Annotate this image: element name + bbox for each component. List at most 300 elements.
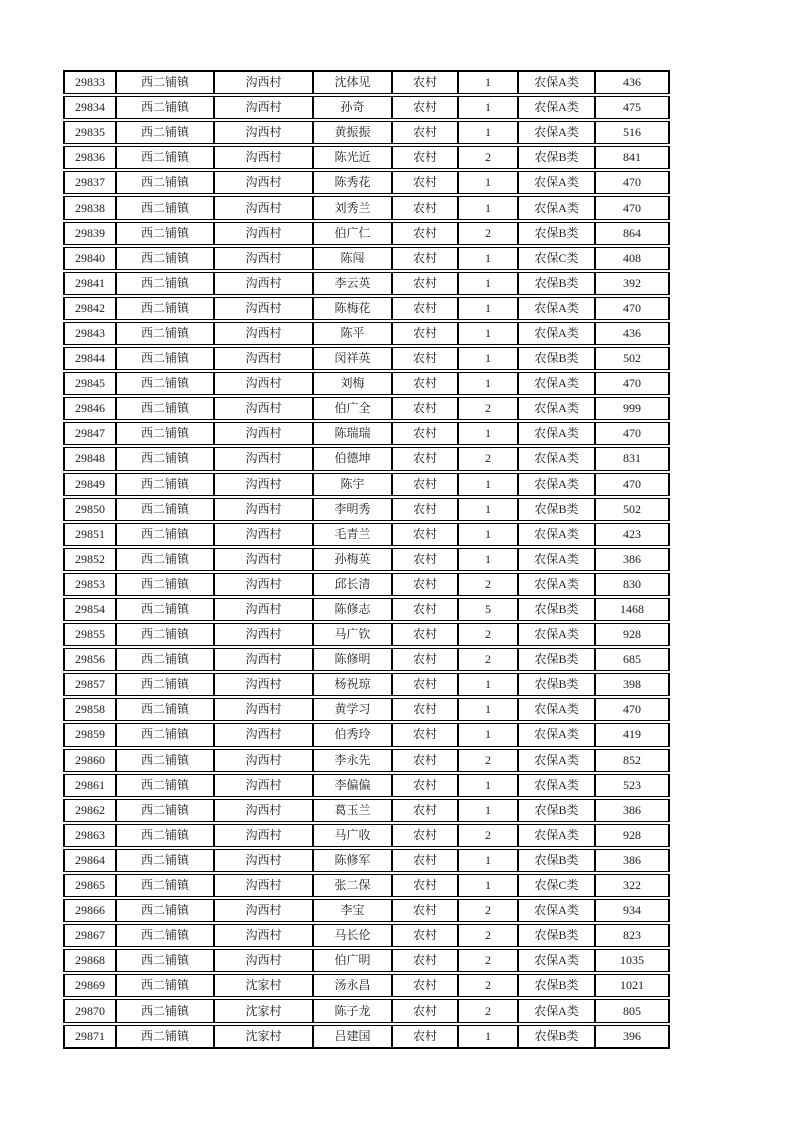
- cell-amount: 470: [595, 170, 669, 195]
- cell-record-id: 29863: [64, 823, 116, 848]
- cell-village: 沈家村: [214, 998, 313, 1023]
- cell-insurance-category: 农保A类: [518, 998, 595, 1023]
- table-row: [64, 446, 669, 471]
- cell-village: 沟西村: [214, 246, 313, 271]
- cell-town: 西二铺镇: [116, 396, 214, 421]
- cell-record-id: 29858: [64, 697, 116, 722]
- table-body: [64, 71, 669, 1048]
- table-row: [64, 547, 669, 572]
- cell-record-id: 29852: [64, 547, 116, 572]
- cell-residence-type: 农村: [392, 923, 458, 948]
- cell-town: 西二铺镇: [116, 271, 214, 296]
- cell-record-id: 29861: [64, 773, 116, 798]
- cell-residence-type: 农村: [392, 145, 458, 170]
- cell-amount: 502: [595, 497, 669, 522]
- table-row: [64, 647, 669, 672]
- cell-village: 沈家村: [214, 973, 313, 998]
- cell-town: 西二铺镇: [116, 948, 214, 973]
- cell-village: 沟西村: [214, 396, 313, 421]
- cell-person-name: 伯广全: [313, 396, 392, 421]
- cell-town: 西二铺镇: [116, 672, 214, 697]
- cell-residence-type: 农村: [392, 1024, 458, 1048]
- cell-record-id: 29871: [64, 1024, 116, 1048]
- cell-village: 沟西村: [214, 597, 313, 622]
- table-row: [64, 71, 669, 95]
- cell-person-name: 李偏偏: [313, 773, 392, 798]
- cell-person-name: 马广钦: [313, 622, 392, 647]
- cell-record-id: 29868: [64, 948, 116, 973]
- cell-insurance-category: 农保A类: [518, 522, 595, 547]
- cell-record-id: 29859: [64, 722, 116, 747]
- cell-insurance-category: 农保A类: [518, 421, 595, 446]
- cell-amount: 928: [595, 622, 669, 647]
- cell-record-id: 29856: [64, 647, 116, 672]
- table-row: [64, 221, 669, 246]
- cell-person-count: 1: [458, 321, 518, 346]
- cell-record-id: 29857: [64, 672, 116, 697]
- table-row: [64, 271, 669, 296]
- cell-person-name: 李永先: [313, 748, 392, 773]
- cell-insurance-category: 农保A类: [518, 948, 595, 973]
- cell-residence-type: 农村: [392, 396, 458, 421]
- cell-village: 沟西村: [214, 221, 313, 246]
- cell-insurance-category: 农保A类: [518, 321, 595, 346]
- cell-person-count: 1: [458, 95, 518, 120]
- cell-person-name: 闵祥英: [313, 346, 392, 371]
- cell-insurance-category: 农保A类: [518, 71, 595, 95]
- cell-residence-type: 农村: [392, 697, 458, 722]
- cell-town: 西二铺镇: [116, 1024, 214, 1048]
- table-row: [64, 145, 669, 170]
- cell-person-name: 伯德坤: [313, 446, 392, 471]
- table-row: [64, 697, 669, 722]
- cell-village: 沟西村: [214, 321, 313, 346]
- cell-person-count: 1: [458, 421, 518, 446]
- cell-residence-type: 农村: [392, 346, 458, 371]
- cell-residence-type: 农村: [392, 848, 458, 873]
- cell-amount: 852: [595, 748, 669, 773]
- cell-person-name: 马长伦: [313, 923, 392, 948]
- table-row: [64, 170, 669, 195]
- cell-person-name: 马广收: [313, 823, 392, 848]
- cell-insurance-category: 农保B类: [518, 1024, 595, 1048]
- cell-amount: 999: [595, 396, 669, 421]
- cell-town: 西二铺镇: [116, 898, 214, 923]
- table-row: [64, 195, 669, 220]
- cell-person-name: 陈梅花: [313, 296, 392, 321]
- table-row: [64, 848, 669, 873]
- cell-residence-type: 农村: [392, 271, 458, 296]
- cell-village: 沟西村: [214, 672, 313, 697]
- cell-insurance-category: 农保A类: [518, 748, 595, 773]
- cell-record-id: 29834: [64, 95, 116, 120]
- cell-record-id: 29851: [64, 522, 116, 547]
- cell-town: 西二铺镇: [116, 798, 214, 823]
- table-row: [64, 798, 669, 823]
- cell-person-name: 陈闯: [313, 246, 392, 271]
- cell-town: 西二铺镇: [116, 497, 214, 522]
- cell-insurance-category: 农保B类: [518, 647, 595, 672]
- cell-person-count: 2: [458, 948, 518, 973]
- cell-town: 西二铺镇: [116, 547, 214, 572]
- cell-amount: 830: [595, 572, 669, 597]
- cell-record-id: 29855: [64, 622, 116, 647]
- cell-amount: 419: [595, 722, 669, 747]
- cell-person-name: 刘梅: [313, 371, 392, 396]
- cell-insurance-category: 农保A类: [518, 296, 595, 321]
- cell-residence-type: 农村: [392, 873, 458, 898]
- cell-person-count: 2: [458, 823, 518, 848]
- table-row: [64, 948, 669, 973]
- cell-record-id: 29853: [64, 572, 116, 597]
- cell-person-name: 黄振振: [313, 120, 392, 145]
- cell-amount: 423: [595, 522, 669, 547]
- table-row: [64, 296, 669, 321]
- cell-town: 西二铺镇: [116, 170, 214, 195]
- cell-person-name: 李宝: [313, 898, 392, 923]
- cell-person-name: 沈体见: [313, 71, 392, 95]
- cell-residence-type: 农村: [392, 973, 458, 998]
- cell-village: 沟西村: [214, 798, 313, 823]
- cell-amount: 502: [595, 346, 669, 371]
- cell-village: 沟西村: [214, 446, 313, 471]
- cell-person-count: 1: [458, 195, 518, 220]
- cell-residence-type: 农村: [392, 647, 458, 672]
- cell-village: 沟西村: [214, 823, 313, 848]
- cell-residence-type: 农村: [392, 722, 458, 747]
- table-row: [64, 396, 669, 421]
- cell-village: 沟西村: [214, 195, 313, 220]
- cell-person-count: 5: [458, 597, 518, 622]
- table-row: [64, 597, 669, 622]
- cell-residence-type: 农村: [392, 195, 458, 220]
- cell-insurance-category: 农保B类: [518, 497, 595, 522]
- cell-person-name: 伯广仁: [313, 221, 392, 246]
- cell-person-count: 1: [458, 120, 518, 145]
- cell-person-count: 1: [458, 497, 518, 522]
- cell-person-name: 陈秀花: [313, 170, 392, 195]
- cell-person-count: 1: [458, 71, 518, 95]
- cell-person-count: 1: [458, 798, 518, 823]
- cell-residence-type: 农村: [392, 773, 458, 798]
- cell-person-count: 1: [458, 773, 518, 798]
- cell-person-name: 汤永昌: [313, 973, 392, 998]
- cell-residence-type: 农村: [392, 522, 458, 547]
- cell-person-count: 1: [458, 873, 518, 898]
- cell-person-name: 陈修志: [313, 597, 392, 622]
- cell-town: 西二铺镇: [116, 221, 214, 246]
- cell-person-count: 2: [458, 973, 518, 998]
- cell-person-count: 1: [458, 246, 518, 271]
- cell-person-count: 2: [458, 221, 518, 246]
- data-table: [63, 70, 670, 1049]
- cell-village: 沟西村: [214, 522, 313, 547]
- cell-insurance-category: 农保A类: [518, 722, 595, 747]
- cell-town: 西二铺镇: [116, 998, 214, 1023]
- cell-village: 沟西村: [214, 145, 313, 170]
- cell-village: 沟西村: [214, 898, 313, 923]
- cell-residence-type: 农村: [392, 622, 458, 647]
- cell-insurance-category: 农保A类: [518, 195, 595, 220]
- cell-residence-type: 农村: [392, 547, 458, 572]
- cell-amount: 685: [595, 647, 669, 672]
- cell-person-name: 刘秀兰: [313, 195, 392, 220]
- cell-town: 西二铺镇: [116, 195, 214, 220]
- cell-person-count: 1: [458, 371, 518, 396]
- cell-insurance-category: 农保A类: [518, 898, 595, 923]
- cell-person-count: 1: [458, 271, 518, 296]
- cell-insurance-category: 农保A类: [518, 773, 595, 798]
- cell-record-id: 29848: [64, 446, 116, 471]
- table-row: [64, 1024, 669, 1048]
- table-row: [64, 120, 669, 145]
- cell-town: 西二铺镇: [116, 572, 214, 597]
- cell-insurance-category: 农保B类: [518, 221, 595, 246]
- cell-person-name: 陈平: [313, 321, 392, 346]
- cell-town: 西二铺镇: [116, 697, 214, 722]
- cell-record-id: 29854: [64, 597, 116, 622]
- cell-amount: 408: [595, 246, 669, 271]
- cell-person-name: 孙梅英: [313, 547, 392, 572]
- cell-person-count: 1: [458, 547, 518, 572]
- cell-insurance-category: 农保B类: [518, 346, 595, 371]
- cell-person-count: 2: [458, 748, 518, 773]
- cell-residence-type: 农村: [392, 221, 458, 246]
- cell-record-id: 29869: [64, 973, 116, 998]
- cell-residence-type: 农村: [392, 672, 458, 697]
- cell-insurance-category: 农保C类: [518, 246, 595, 271]
- cell-village: 沟西村: [214, 71, 313, 95]
- cell-amount: 928: [595, 823, 669, 848]
- table-row: [64, 622, 669, 647]
- cell-village: 沟西村: [214, 948, 313, 973]
- cell-record-id: 29845: [64, 371, 116, 396]
- cell-record-id: 29870: [64, 998, 116, 1023]
- cell-person-name: 陈瑞瑞: [313, 421, 392, 446]
- cell-village: 沟西村: [214, 170, 313, 195]
- cell-town: 西二铺镇: [116, 522, 214, 547]
- cell-amount: 823: [595, 923, 669, 948]
- cell-town: 西二铺镇: [116, 296, 214, 321]
- cell-person-count: 2: [458, 572, 518, 597]
- cell-town: 西二铺镇: [116, 446, 214, 471]
- cell-person-name: 张二保: [313, 873, 392, 898]
- cell-town: 西二铺镇: [116, 321, 214, 346]
- cell-insurance-category: 农保C类: [518, 873, 595, 898]
- cell-amount: 805: [595, 998, 669, 1023]
- cell-person-count: 2: [458, 998, 518, 1023]
- table-row: [64, 371, 669, 396]
- cell-village: 沈家村: [214, 1024, 313, 1048]
- cell-person-count: 2: [458, 923, 518, 948]
- cell-amount: 934: [595, 898, 669, 923]
- cell-insurance-category: 农保B类: [518, 798, 595, 823]
- cell-village: 沟西村: [214, 647, 313, 672]
- cell-person-count: 1: [458, 346, 518, 371]
- cell-village: 沟西村: [214, 371, 313, 396]
- cell-person-count: 2: [458, 622, 518, 647]
- cell-insurance-category: 农保A类: [518, 371, 595, 396]
- cell-town: 西二铺镇: [116, 973, 214, 998]
- cell-village: 沟西村: [214, 120, 313, 145]
- cell-record-id: 29846: [64, 396, 116, 421]
- cell-amount: 516: [595, 120, 669, 145]
- table-row: [64, 321, 669, 346]
- cell-person-name: 伯广明: [313, 948, 392, 973]
- cell-amount: 322: [595, 873, 669, 898]
- cell-person-name: 黄学习: [313, 697, 392, 722]
- cell-insurance-category: 农保A类: [518, 547, 595, 572]
- cell-amount: 470: [595, 296, 669, 321]
- cell-village: 沟西村: [214, 271, 313, 296]
- cell-residence-type: 农村: [392, 446, 458, 471]
- cell-person-name: 杨祝琼: [313, 672, 392, 697]
- cell-record-id: 29835: [64, 120, 116, 145]
- cell-amount: 841: [595, 145, 669, 170]
- cell-record-id: 29836: [64, 145, 116, 170]
- cell-record-id: 29841: [64, 271, 116, 296]
- cell-amount: 1021: [595, 973, 669, 998]
- cell-village: 沟西村: [214, 547, 313, 572]
- cell-amount: 470: [595, 421, 669, 446]
- cell-person-name: 陈子龙: [313, 998, 392, 1023]
- cell-person-count: 2: [458, 647, 518, 672]
- cell-record-id: 29866: [64, 898, 116, 923]
- cell-town: 西二铺镇: [116, 622, 214, 647]
- cell-village: 沟西村: [214, 622, 313, 647]
- table-row: [64, 497, 669, 522]
- cell-village: 沟西村: [214, 421, 313, 446]
- cell-insurance-category: 农保A类: [518, 472, 595, 497]
- cell-insurance-category: 农保A类: [518, 396, 595, 421]
- cell-residence-type: 农村: [392, 170, 458, 195]
- cell-residence-type: 农村: [392, 898, 458, 923]
- cell-residence-type: 农村: [392, 823, 458, 848]
- cell-amount: 392: [595, 271, 669, 296]
- cell-amount: 475: [595, 95, 669, 120]
- cell-insurance-category: 农保A类: [518, 95, 595, 120]
- table-row: [64, 998, 669, 1023]
- cell-village: 沟西村: [214, 95, 313, 120]
- cell-village: 沟西村: [214, 848, 313, 873]
- table-row: [64, 346, 669, 371]
- cell-person-count: 2: [458, 898, 518, 923]
- cell-insurance-category: 农保A类: [518, 823, 595, 848]
- cell-record-id: 29850: [64, 497, 116, 522]
- cell-town: 西二铺镇: [116, 95, 214, 120]
- cell-person-name: 伯秀玲: [313, 722, 392, 747]
- cell-insurance-category: 农保B类: [518, 597, 595, 622]
- cell-town: 西二铺镇: [116, 773, 214, 798]
- cell-record-id: 29867: [64, 923, 116, 948]
- cell-village: 沟西村: [214, 296, 313, 321]
- cell-person-count: 1: [458, 697, 518, 722]
- cell-person-count: 1: [458, 296, 518, 321]
- cell-amount: 386: [595, 798, 669, 823]
- cell-residence-type: 农村: [392, 71, 458, 95]
- table-row: [64, 898, 669, 923]
- table-row: [64, 472, 669, 497]
- cell-town: 西二铺镇: [116, 421, 214, 446]
- cell-residence-type: 农村: [392, 572, 458, 597]
- cell-amount: 470: [595, 697, 669, 722]
- cell-insurance-category: 农保B类: [518, 923, 595, 948]
- cell-village: 沟西村: [214, 923, 313, 948]
- cell-record-id: 29860: [64, 748, 116, 773]
- table-row: [64, 823, 669, 848]
- cell-village: 沟西村: [214, 873, 313, 898]
- cell-record-id: 29837: [64, 170, 116, 195]
- cell-amount: 831: [595, 446, 669, 471]
- cell-record-id: 29843: [64, 321, 116, 346]
- cell-person-count: 1: [458, 522, 518, 547]
- cell-amount: 436: [595, 71, 669, 95]
- table-row: [64, 421, 669, 446]
- cell-town: 西二铺镇: [116, 647, 214, 672]
- cell-insurance-category: 农保B类: [518, 145, 595, 170]
- cell-amount: 386: [595, 848, 669, 873]
- cell-town: 西二铺镇: [116, 923, 214, 948]
- cell-person-name: 孙奇: [313, 95, 392, 120]
- cell-insurance-category: 农保A类: [518, 170, 595, 195]
- cell-insurance-category: 农保B类: [518, 973, 595, 998]
- cell-person-name: 陈光近: [313, 145, 392, 170]
- cell-amount: 1035: [595, 948, 669, 973]
- cell-insurance-category: 农保A类: [518, 572, 595, 597]
- cell-village: 沟西村: [214, 572, 313, 597]
- cell-amount: 470: [595, 472, 669, 497]
- cell-record-id: 29842: [64, 296, 116, 321]
- cell-village: 沟西村: [214, 748, 313, 773]
- cell-town: 西二铺镇: [116, 371, 214, 396]
- cell-town: 西二铺镇: [116, 722, 214, 747]
- cell-person-count: 2: [458, 145, 518, 170]
- cell-amount: 436: [595, 321, 669, 346]
- table-row: [64, 246, 669, 271]
- cell-town: 西二铺镇: [116, 823, 214, 848]
- cell-person-name: 吕建国: [313, 1024, 392, 1048]
- table-row: [64, 923, 669, 948]
- cell-residence-type: 农村: [392, 998, 458, 1023]
- cell-insurance-category: 农保B类: [518, 848, 595, 873]
- cell-person-name: 陈修军: [313, 848, 392, 873]
- cell-person-count: 1: [458, 472, 518, 497]
- cell-village: 沟西村: [214, 773, 313, 798]
- cell-insurance-category: 农保A类: [518, 446, 595, 471]
- cell-person-name: 毛青兰: [313, 522, 392, 547]
- cell-residence-type: 农村: [392, 597, 458, 622]
- cell-record-id: 29864: [64, 848, 116, 873]
- cell-insurance-category: 农保B类: [518, 672, 595, 697]
- cell-person-count: 1: [458, 1024, 518, 1048]
- cell-village: 沟西村: [214, 497, 313, 522]
- cell-village: 沟西村: [214, 346, 313, 371]
- cell-village: 沟西村: [214, 722, 313, 747]
- cell-insurance-category: 农保A类: [518, 120, 595, 145]
- cell-record-id: 29865: [64, 873, 116, 898]
- cell-town: 西二铺镇: [116, 597, 214, 622]
- cell-amount: 470: [595, 195, 669, 220]
- cell-record-id: 29839: [64, 221, 116, 246]
- cell-amount: 386: [595, 547, 669, 572]
- cell-record-id: 29849: [64, 472, 116, 497]
- cell-residence-type: 农村: [392, 120, 458, 145]
- cell-residence-type: 农村: [392, 497, 458, 522]
- cell-town: 西二铺镇: [116, 346, 214, 371]
- cell-record-id: 29840: [64, 246, 116, 271]
- cell-insurance-category: 农保A类: [518, 622, 595, 647]
- cell-town: 西二铺镇: [116, 145, 214, 170]
